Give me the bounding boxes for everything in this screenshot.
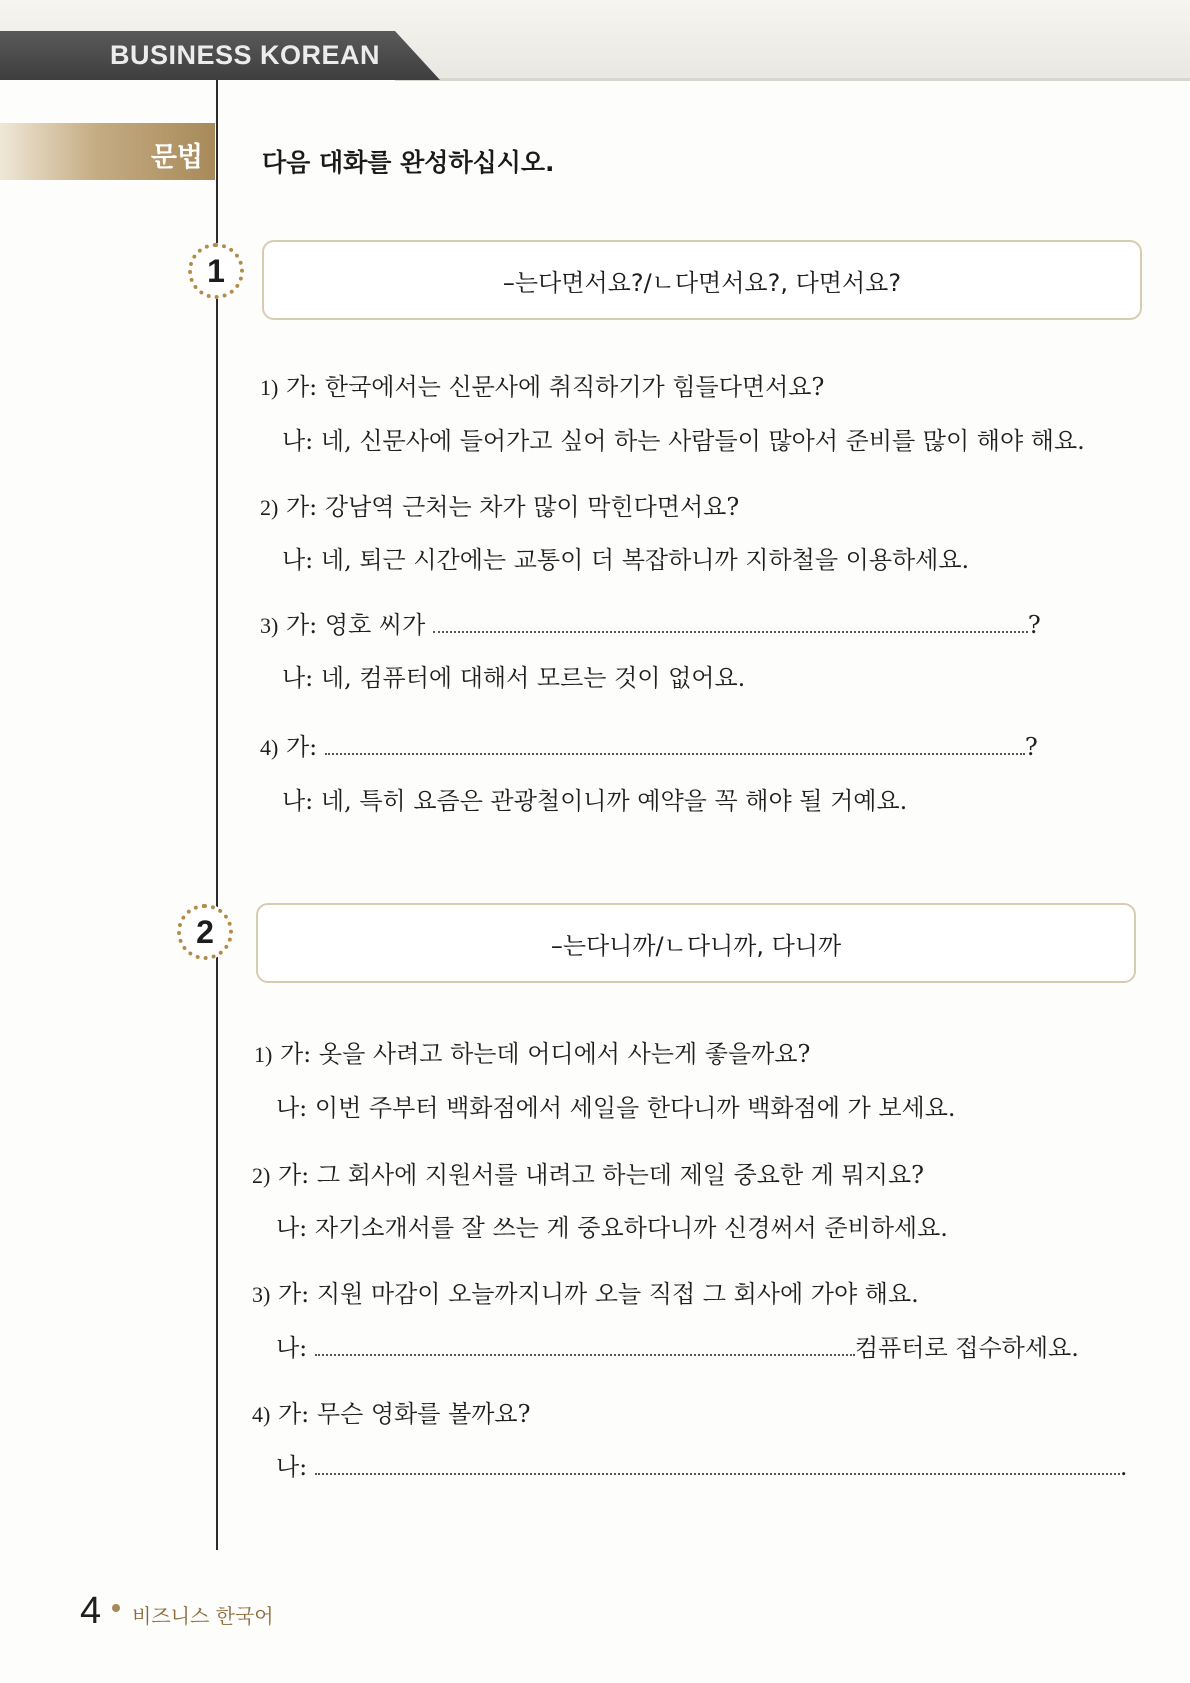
s1-item2-ga-line [260, 487, 739, 522]
item-number: 1) [260, 375, 279, 400]
ga-text: 그 회사에 지원서를 내려고 하는데 제일 중요한 게 뭐지요? [316, 1161, 925, 1189]
s2-item4-ga-line [252, 1394, 531, 1429]
na-text: 자기소개서를 잘 쓰는 게 중요하다니까 신경써서 준비하세요. [314, 1214, 948, 1242]
speaker-na: 나: [276, 1453, 308, 1481]
footer-book-title: 비즈니스 한국어 [132, 1604, 274, 1628]
page-number: 4 [80, 1590, 102, 1632]
s2-item3-ga-line [252, 1274, 919, 1309]
s2-item1-ga-line [254, 1034, 810, 1069]
speaker-ga: 가: [277, 1400, 310, 1428]
speaker-na: 나: [282, 427, 314, 455]
speaker-ga: 가: [285, 373, 318, 401]
s1-item3-na-line [282, 658, 745, 693]
ga-text: 강남역 근처는 차가 많이 막힌다면서요? [324, 493, 740, 521]
speaker-na: 나: [282, 664, 314, 692]
answer-blank[interactable] [315, 1334, 855, 1356]
ga-text: 옷을 사려고 하는데 어디에서 사는게 좋을까요? [318, 1040, 811, 1068]
s1-item1-ga-line [260, 367, 824, 402]
s2-item2-na-line [276, 1208, 948, 1243]
ga-text: 지원 마감이 오늘까지니까 오늘 직접 그 회사에 가야 해요. [316, 1280, 919, 1308]
footer-bullet [112, 1604, 120, 1612]
vertical-divider [216, 80, 218, 1550]
item-number: 3) [260, 613, 279, 638]
speaker-ga: 가: [285, 493, 318, 521]
section-number-2: 2 [177, 904, 233, 960]
answer-blank[interactable] [325, 733, 1025, 755]
speaker-ga: 가: [285, 733, 318, 761]
speaker-na: 나: [276, 1334, 308, 1362]
ga-text: 무슨 영화를 볼까요? [316, 1400, 531, 1428]
ga-text: 영호 씨가 [324, 611, 426, 639]
s1-item4-ga-line [260, 727, 1038, 762]
speaker-na: 나: [276, 1094, 308, 1122]
s1-item3-ga-line [260, 605, 1041, 640]
na-text: 이번 주부터 백화점에서 세일을 한다니까 백화점에 가 보세요. [314, 1094, 956, 1122]
speaker-ga: 가: [279, 1040, 312, 1068]
na-text: 네, 신문사에 들어가고 싶어 하는 사람들이 많아서 준비를 많이 해야 해요. [320, 427, 1085, 455]
ga-text: 한국에서는 신문사에 취직하기가 힘들다면서요? [324, 373, 825, 401]
header-title: BUSINESS KOREAN [110, 40, 381, 70]
ga-end-mark: ? [1024, 733, 1038, 761]
item-number: 3) [252, 1282, 271, 1307]
section-pattern-box-1 [262, 240, 1142, 320]
header-rule [395, 78, 1190, 81]
speaker-ga: 가: [277, 1280, 310, 1308]
item-number: 2) [252, 1163, 271, 1188]
ga-end-mark: ? [1027, 611, 1041, 639]
s2-item1-na-line [276, 1088, 956, 1123]
speaker-na: 나: [282, 787, 314, 815]
instruction-text: 다음 대화를 완성하십시오. [262, 148, 555, 177]
answer-blank[interactable] [433, 611, 1028, 633]
answer-blank[interactable] [315, 1453, 1120, 1475]
s2-item4-na-line [276, 1447, 1128, 1482]
item-number: 2) [260, 495, 279, 520]
s1-item2-na-line [282, 540, 969, 575]
s1-item4-na-line [282, 781, 907, 816]
s2-item2-ga-line [252, 1155, 924, 1190]
item-number: 1) [254, 1042, 273, 1067]
speaker-na: 나: [276, 1214, 308, 1242]
speaker-ga: 가: [285, 611, 318, 639]
na-text: 네, 특히 요즘은 관광철이니까 예약을 꼭 해야 될 거예요. [320, 787, 908, 815]
na-end-text: 컴퓨터로 접수하세요. [854, 1334, 1079, 1362]
na-text: 네, 컴퓨터에 대해서 모르는 것이 없어요. [320, 664, 746, 692]
section-number-1: 1 [188, 243, 244, 299]
speaker-na: 나: [282, 546, 314, 574]
item-number: 4) [252, 1402, 271, 1427]
na-text: 네, 퇴근 시간에는 교통이 더 복잡하니까 지하철을 이용하세요. [320, 546, 970, 574]
speaker-ga: 가: [277, 1161, 310, 1189]
s2-item3-na-line [276, 1328, 1079, 1363]
s1-item1-na-line [282, 421, 1085, 456]
section-pattern-1: –는다면서요?/ㄴ다면서요?, 다면서요? [502, 268, 902, 297]
grammar-tab-label: 문법 [150, 142, 203, 173]
section-pattern-box-2 [256, 903, 1136, 983]
grammar-tab [0, 123, 215, 180]
na-end-mark: . [1119, 1453, 1128, 1481]
section-pattern-2: –는다니까/ㄴ다니까, 다니까 [550, 931, 842, 960]
item-number: 4) [260, 735, 279, 760]
